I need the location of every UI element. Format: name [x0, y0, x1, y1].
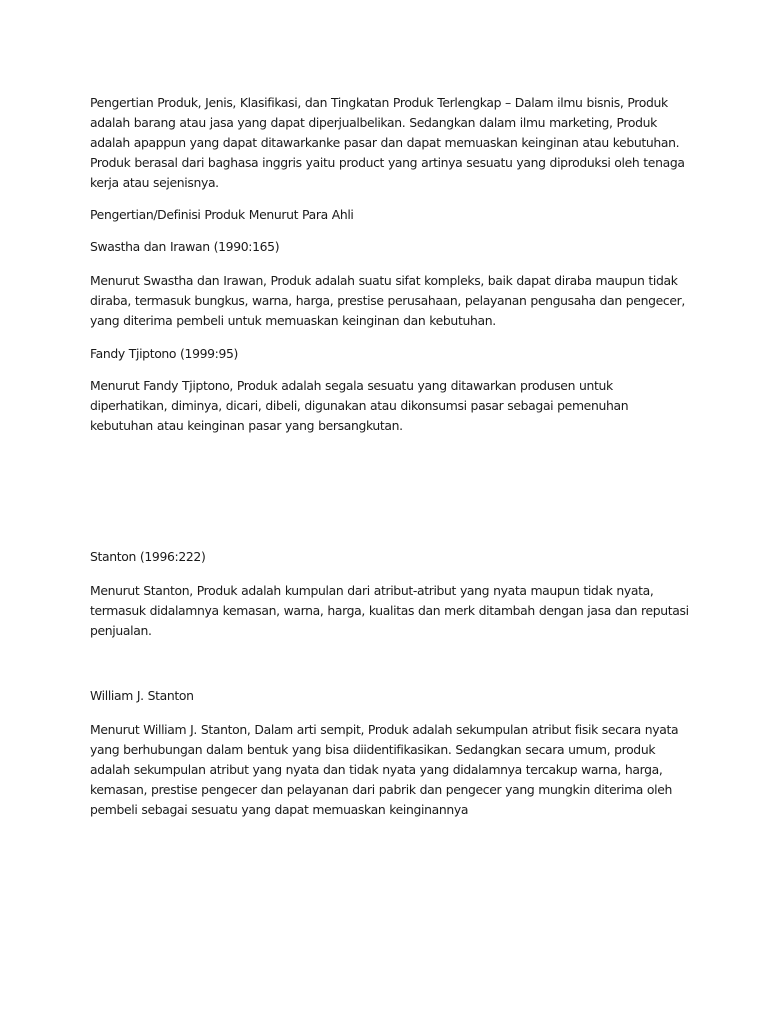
william-stanton-heading: William J. Stanton: [90, 688, 194, 703]
definitions-heading: Pengertian/Definisi Produk Menurut Para Ahli: [90, 207, 354, 222]
stanton-heading: Stanton (1996:222): [90, 549, 206, 564]
stanton-paragraph: Menurut Stanton, Produk adalah kumpulan dari atribut-atribut yang nyata maupun tidak nyata, termasuk didalamnya kemasan, warna, harga, kualitas dan merk ditambah dengan jasa dan reputasi penjualan.: [90, 583, 689, 638]
swastha-paragraph: Menurut Swastha dan Irawan, Produk adalah suatu sifat kompleks, baik dapat diraba maupun tidak diraba, termasuk bungkus, warna, harga, prestise perusahaan, pelayanan pengusaha dan pengecer, yang diterima pembeli untuk memuaskan keinginan dan kebutuhan.: [90, 273, 685, 328]
tjiptono-paragraph: Menurut Fandy Tjiptono, Produk adalah segala sesuatu yang ditawarkan produsen untuk diperhatikan, diminya, dicari, dibeli, digunakan atau dikonsumsi pasar sebagai pemenuhan kebutuhan atau keinginan pasar yang bersangkutan.: [90, 378, 629, 433]
intro-paragraph: Pengertian Produk, Jenis, Klasifikasi, dan Tingkatan Produk Terlengkap – Dalam ilmu bisnis, Produk adalah barang atau jasa yang dapat diperjualbelikan. Sedangkan dalam ilmu marketing, Produk adalah apappun yang dapat ditawarkanke pasar dan dapat memuaskan keinginan atau kebutuhan. Produk berasal dari baghasa inggris yaitu product yang artinya sesuatu yang diproduksi oleh tenaga kerja atau sejenisnya.: [90, 95, 685, 190]
william-stanton-paragraph: Menurut William J. Stanton, Dalam arti sempit, Produk adalah sekumpulan atribut fisik secara nyata yang berhubungan dalam bentuk yang bisa diidentifikasikan. Sedangkan secara umum, produk adalah sekumpulan atribut yang nyata dan tidak nyata yang didalamnya tercakup warna, harga, kemasan, prestise pengecer dan pelayanan dari pabrik dan pengecer yang mungkin diterima oleh pembeli sebagai sesuatu yang dapat memuaskan keinginannya: [90, 722, 679, 817]
tjiptono-heading: Fandy Tjiptono (1999:95): [90, 346, 239, 361]
swastha-heading: Swastha dan Irawan (1990:165): [90, 239, 280, 254]
